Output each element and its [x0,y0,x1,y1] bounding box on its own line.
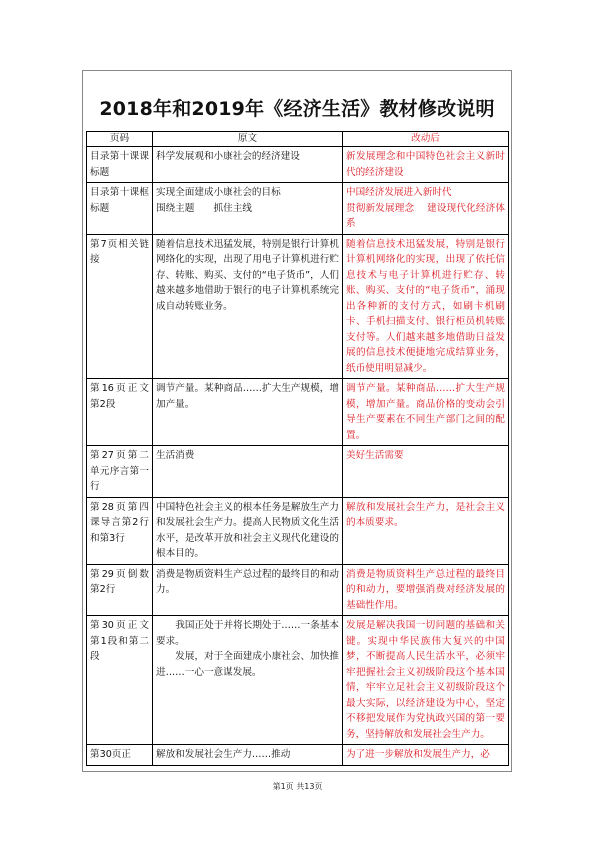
cell-page: 第27页第二单元序言第一行 [87,446,153,498]
cell-original: 生活消费 [153,446,343,498]
cell-original: 中国特色社会主义的根本任务是解放生产力和发展社会生产力。提高人民物质文化生活水平，是改革开放和社会主义现代化建设的根本目的。 [153,497,343,564]
document-title: 2018年和2019年《经济生活》教材修改说明 [99,98,495,120]
cell-revised: 消费是物质资料生产总过程的最终目的和动力，要增强消费对经济发展的基础性作用。 [343,564,509,616]
table-row [87,379,509,446]
table-row [87,183,509,235]
cell-original: 随着信息技术迅猛发展，特别是银行计算机网络化的实现，出现了用电子计算机进行贮存、转账、购买、支付的“电子货币”，人们越来越多地借助于银行的电子计算机系统完成自动转账业务。 [153,234,343,379]
table-row [87,564,509,616]
cell-page: 第30页正文第1段和第二段 [87,616,153,745]
revision-table [86,131,509,766]
table-row [87,147,509,183]
cell-revised: 美好生活需要 [343,446,509,498]
header-revised: 改动后 [343,132,509,147]
cell-page: 第28页第四课导言第2行和第3行 [87,497,153,564]
cell-original: 解放和发展社会生产力……推动 [153,745,343,766]
table-row [87,745,509,766]
cell-revised: 调节产量。某种商品……扩大生产规模，增加产量。商品价格的变动会引导生产要素在不同生产部门之间的配置。 [343,379,509,446]
cell-original: 实现全面建成小康社会的目标 围绕主题 抓住主线 [153,183,343,235]
cell-original: 消费是物质资料生产总过程的最终目的和动力。 [153,564,343,616]
cell-revised: 新发展理念和中国特色社会主义新时代的经济建设 [343,147,509,183]
cell-original: 我国正处于并将长期处于……一条基本要求。 发展，对于全面建成小康社会、加快推进……一心一意谋发展。 [153,616,343,745]
table-row [87,497,509,564]
cell-page: 目录第十课框标题 [87,183,153,235]
header-page: 页码 [87,132,153,147]
header-original: 原文 [153,132,343,147]
cell-revised: 中国经济发展进入新时代 贯彻新发展理念 建设现代化经济体系 [343,183,509,235]
table-header-row [87,132,509,147]
cell-page: 目录第十课课标题 [87,147,153,183]
cell-page: 第16页正文第2段 [87,379,153,446]
cell-page: 第29页倒数第2行 [87,564,153,616]
cell-revised: 为了进一步解放和发展生产力，必 [343,745,509,766]
cell-revised: 解放和发展社会生产力，是社会主义的本质要求。 [343,497,509,564]
cell-revised: 随着信息技术迅猛发展，特别是银行计算机网络化的实现，出现了依托信息技术与电子计算机进行贮存、转账、购买、支付的“电子货币”，涌现出各种新的支付方式，如刷卡机刷卡、手机扫描支付、银行柜员机转账支付等。人们越来越多地借助日益发展的信息技术便捷地完成结算业务，纸币使用明显减少。 [343,234,509,379]
cell-original: 科学发展观和小康社会的经济建设 [153,147,343,183]
cell-original: 调节产量。某种商品……扩大生产规模，增加产量。 [153,379,343,446]
table-row [87,234,509,379]
cell-page: 第30页正 [87,745,153,766]
table-row [87,446,509,498]
page-footer: 第1页 共13页 [272,782,323,791]
cell-page: 第7页相关链接 [87,234,153,379]
cell-revised: 发展是解决我国一切问题的基础和关键。实现中华民族伟大复兴的中国梦，不断提高人民生活水平，必须牢牢把握社会主义初级阶段这个基本国情，牢牢立足社会主义初级阶段这个最大实际，以经济建设为中心，坚定不移把发展作为党执政兴国的第一要务，坚持解放和发展社会生产力。 [343,616,509,745]
table-row [87,616,509,745]
